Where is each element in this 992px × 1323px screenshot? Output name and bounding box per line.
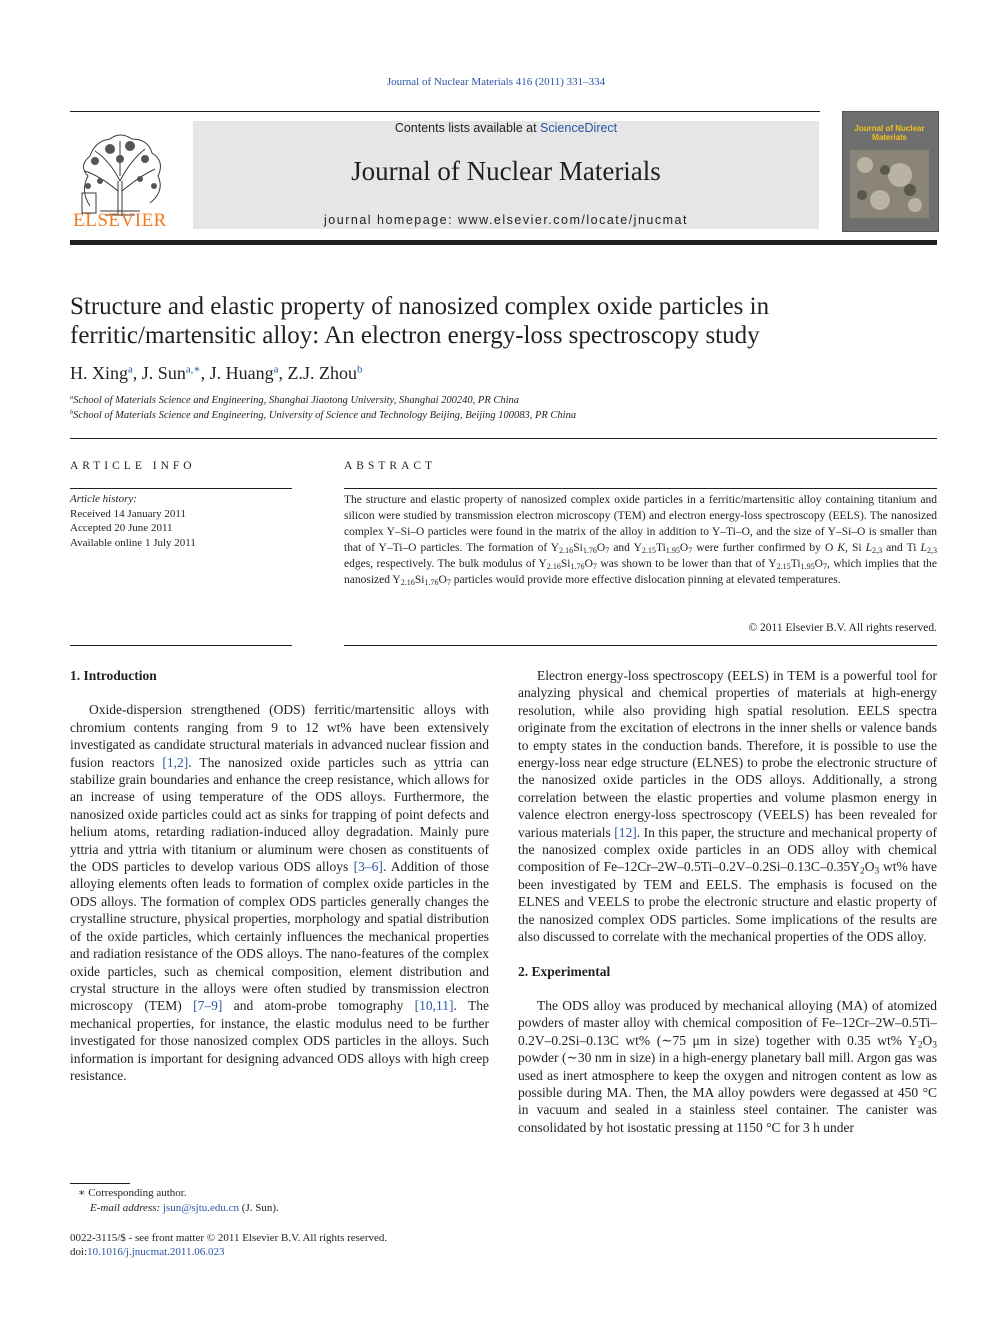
- right-column: [518, 667, 937, 1136]
- affiliation: $^a$School of Materials Science and Engineering, Shanghai Jiaotong University, Shanghai 200240, PR China: [70, 394, 520, 406]
- cover-title: Journal of Nuclear Materials: [854, 124, 925, 142]
- paragraph: The ODS alloy was produced by mechanical alloying (MA) of atomized powders of master alloy with chemical composition of Fe–12Cr–2W–0.5Ti–0.2V–0.2Si–0.13C wt% (∼75 μm in size) together with 0.35 wt% $Y_2O_3$ powder (∼30 nm in size) in a high-energy planetary ball mill. Argon gas was used as inert atmosphere to keep the oxygen and nitrogen content as low as possible during MA. Then, the MA alloy powders were degassed at 450 °C in vacuum and sealed in a stainless steel container. The canister was consolidated by hot isostatic pressing at 1150 °C for 3 h under: [518, 997, 937, 1135]
- paper-title: Structure and elastic property of nanosized complex oxide particles in ferritic/martensitic alloy: An electron energy-loss spectroscopy study: [70, 293, 770, 349]
- doi-link[interactable]: 10.1016/j.jnucmat.2011.06.023: [87, 1246, 225, 1258]
- article-history: Article history: Received 14 January 2011 Accepted 20 June 2011 Available online 1 July 2011: [70, 493, 196, 549]
- divider: [70, 645, 292, 646]
- author[interactable]: Z.J. Zhou$^b$: [287, 363, 363, 383]
- paragraph: Oxide-dispersion strengthened (ODS) ferritic/martensitic alloys with chromium contents ranging from 9 to 12 wt% have been extensively investigated as candidate structural materials in advanced nuclear fission and fusion reactors [1,2]. The nanosized oxide particles such as yttria can stabilize grain boundaries and enhance the creep resistance, which allows for an increase of using temperature of the ODS alloys. Furthermore, the nanosized oxide particles could act as sinks for trapping of point defects and helium atoms, retarding radiation-induced alloy degradation. Mainly pure yttria and yttria with titanium or aluminum were chosen as constituents of the ODS particles to develop various ODS alloys [3–6]. Addition of those alloying elements often leads to formation of complex oxide particles in the ODS alloys. The formation of complex ODS particles generally changes the crystalline structure, physical properties, morphology and spatial distribution of the oxide particles, which certainly influences the mechanical properties and radiation resistance of the ODS alloys. The nano-features of the complex oxide particles, such as chemical composition, element distribution and crystal structure in the alloys were often studied by transmission electron microscopy (TEM) [7–9] and atom-probe tomography [10,11]. The mechanical properties, for instance, the elastic modulus need to be further investigated for those nanosized complex ODS particles in the alloys. Such information is important for designing advanced ODS alloys with high creep resistance.: [70, 702, 489, 1083]
- author[interactable]: J. Huang$^a$: [209, 363, 279, 383]
- journal-title: Journal of Nuclear Materials: [351, 156, 661, 186]
- contents-line: Contents lists available at ScienceDirect: [394, 121, 618, 135]
- abstract-heading: ABSTRACT: [344, 460, 437, 472]
- divider: [344, 488, 937, 489]
- left-column: [70, 667, 489, 1084]
- citation-link[interactable]: [7–9]: [193, 998, 223, 1014]
- divider: [344, 645, 937, 646]
- paragraph: Electron energy-loss spectroscopy (EELS) in TEM is a powerful tool for analyzing physical and chemical properties of materials at high-energy resolution, while also providing high spatial resolution. EELS spectra originate from the excitation of electrons in the inner shells or valence bands to empty states in the conduction bands. Therefore, it is possible to use the energy-loss near edge structure (ELNES) to probe the electronic structure of the nanosized oxide particles in the ODS alloys. Additionally, a strong correlation between the elastic properties and volume plasmon energy in valence electron energy-loss spectroscopy (VEELS) has been revealed for various materials [12]. In this paper, the structure and mechanical property of the nanosized complex oxide particles in an ODS alloy with chemical composition of $Fe-12Cr-2W-0.5Ti-0.2V-0.2Si-0.13C-0.35Y_2O_3$ wt% have been investigated by TEM and EELS. The emphasis is focused on the ELNES and VEELS to probe the electronic structure and elastic property of the nanosized complex ODS particles. Some implications of the results are also discussed to correlate with the mechanical properties of the ODS alloy.: [518, 668, 937, 945]
- author-list: H. Xing$^a$, J. Sun$^{a,∗}$, J. Huang$^a$, Z.J. Zhou$^b$: [70, 363, 363, 383]
- email-link[interactable]: jsun@sjtu.edu.cn: [162, 1202, 240, 1214]
- journal-citation[interactable]: Journal of Nuclear Materials 416 (2011) 331–334: [386, 76, 606, 88]
- header-thick-rule: [70, 240, 937, 245]
- footnote-rule: [70, 1183, 130, 1184]
- section-rule: [70, 438, 937, 439]
- citation-link[interactable]: [12]: [614, 824, 637, 840]
- elsevier-wordmark: ELSEVIER: [73, 210, 167, 231]
- publication-info: 0022-3115/$ - see front matter © 2011 Elsevier B.V. All rights reserved. doi:10.1016/j.jnucmat.2011.06.023: [70, 1232, 388, 1258]
- section-heading: 1. Introduction: [70, 668, 157, 683]
- footnote: ∗ Corresponding author. E-mail address: jsun@sjtu.edu.cn (J. Sun).: [78, 1187, 279, 1214]
- copyright: © 2011 Elsevier B.V. All rights reserved.: [748, 622, 937, 634]
- author[interactable]: J. Sun$^{a,∗}$: [141, 363, 201, 383]
- citation-link[interactable]: [1,2]: [162, 754, 189, 770]
- journal-homepage[interactable]: journal homepage: www.elsevier.com/locate/jnucmat: [324, 213, 688, 227]
- affiliation: $^b$School of Materials Science and Engineering, University of Science and Technology Beijing, Beijing 100083, PR China: [70, 409, 577, 421]
- author[interactable]: H. Xing$^a$: [70, 363, 133, 383]
- section-heading: 2. Experimental: [518, 963, 611, 979]
- article-info-heading: ARTICLE INFO: [70, 460, 196, 472]
- divider: [70, 488, 292, 489]
- citation-link[interactable]: [3–6]: [353, 859, 383, 875]
- cover-micrograph: [850, 150, 929, 218]
- abstract-text: The structure and elastic property of nanosized complex oxide particles in a ferritic/martensitic alloy containing titanium and silicon were studied by transmission electron microscopy (TEM) and electron energy-loss spectroscopy (EELS). The nanosized complex Y–Si–O particles were found in the matrix of the alloy in addition to Y–Ti–O, and the size of Y–Si–O is smaller than that of Y–Ti–O particles. The formation of $Y_{2.16}Si_{1.76}O_7$ and $Y_{2.15}Ti_{1.95}O_7$ were further confirmed by O K, Si $L_{2,3}$ and Ti $L_{2,3}$ edges, respectively. The bulk modulus of $Y_{2.16}Si_{1.76}O_7$ was shown to be lower than that of $Y_{2.15}Ti_{1.95}O_7$, which implies that the nanosized $Y_{2.16}Si_{1.76}O_7$ particles would provide more effective dislocation pinning at elevated temperatures.: [344, 494, 938, 587]
- header-rule: [70, 111, 820, 112]
- citation-link[interactable]: [10,11]: [414, 998, 454, 1014]
- sciencedirect-link[interactable]: ScienceDirect: [540, 121, 618, 135]
